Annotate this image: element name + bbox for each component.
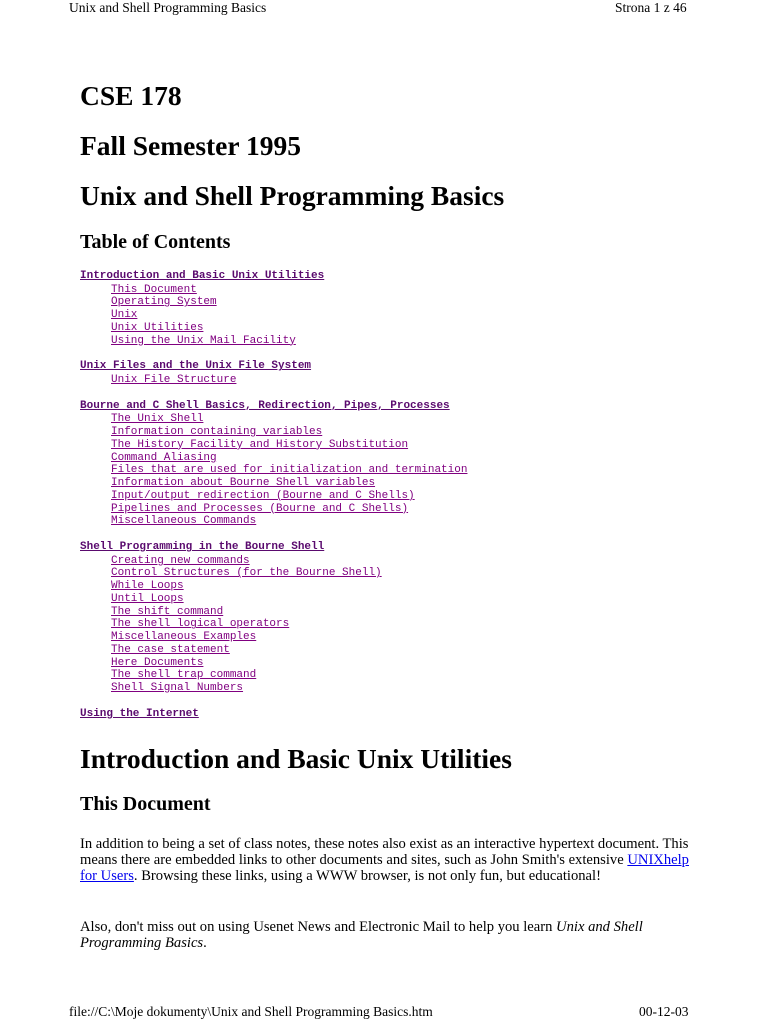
toc-section: [80, 360, 467, 386]
document-title: Unix and Shell Programming Basics: [80, 180, 505, 211]
toc-item-link[interactable]: The case statement: [111, 643, 230, 656]
header-page-number: Strona 1 z 46: [615, 0, 687, 15]
toc-item-link[interactable]: Information containing variables: [111, 426, 323, 439]
intro-paragraph-2: [80, 919, 700, 951]
course-title: CSE 178: [80, 80, 182, 111]
toc-section-link[interactable]: Using the Internet: [80, 707, 199, 720]
toc-section: [80, 708, 467, 722]
toc-item-link[interactable]: The Unix Shell: [111, 413, 204, 426]
toc-item-link[interactable]: Pipelines and Processes (Bourne and C Shells): [111, 502, 409, 515]
toc-item-link[interactable]: Miscellaneous Examples: [111, 631, 257, 644]
intro-paragraph-1: [80, 836, 700, 884]
p1-text-before: In addition to being a set of class notes, these notes also exist as an interactive hypertext document. This means there are embedded links to other documents and sites, such as John Smith's extensive: [80, 836, 689, 868]
intro-heading: Introduction and Basic Unix Utilities: [80, 743, 512, 774]
toc-item-link[interactable]: Control Structures (for the Bourne Shell): [111, 567, 382, 580]
toc-item-link[interactable]: Files that are used for initialization and termination: [111, 464, 468, 477]
toc-section-link[interactable]: Shell Programming in the Bourne Shell: [80, 541, 325, 554]
toc-item-link[interactable]: Operating System: [111, 296, 217, 309]
toc-item-link[interactable]: Unix Utilities: [111, 321, 204, 334]
p2-text-before: Also, don't miss out on using Usenet News and Electronic Mail to help you learn: [80, 919, 557, 935]
toc-item-link[interactable]: The shell trap command: [111, 669, 257, 682]
toc-section-link[interactable]: Unix Files and the Unix File System: [80, 360, 312, 373]
toc-item-link[interactable]: Information about Bourne Shell variables: [111, 477, 376, 490]
toc-item-link[interactable]: Miscellaneous Commands: [111, 515, 257, 528]
p2-italic-title: Unix and Shell Programming Basics: [80, 919, 643, 951]
toc-item-link[interactable]: Command Aliasing: [111, 451, 217, 464]
table-of-contents: [80, 270, 467, 734]
toc-heading: Table of Contents: [80, 231, 231, 253]
toc-item-link[interactable]: While Loops: [111, 580, 184, 593]
toc-item-link[interactable]: This Document: [111, 283, 197, 296]
unixhelp-link[interactable]: UNIXhelp for Users: [80, 852, 689, 884]
toc-item-link[interactable]: Input/output redirection (Bourne and C Shells): [111, 489, 415, 502]
toc-section: [80, 400, 467, 528]
footer-path: file://C:\Moje dokumenty\Unix and Shell Programming Basics.htm: [69, 1004, 433, 1019]
semester-title: Fall Semester 1995: [80, 130, 301, 161]
toc-item-link[interactable]: The shell logical operators: [111, 618, 290, 631]
toc-item-link[interactable]: Creating new commands: [111, 554, 250, 567]
toc-section: [80, 270, 467, 347]
toc-item-link[interactable]: Unix: [111, 309, 138, 322]
toc-section: [80, 541, 467, 695]
page-header: [0, 0, 768, 24]
toc-item-link[interactable]: Using the Unix Mail Facility: [111, 334, 296, 347]
toc-item-link[interactable]: Until Loops: [111, 592, 184, 605]
toc-item-link[interactable]: The History Facility and History Substitution: [111, 438, 409, 451]
toc-item-link[interactable]: Unix File Structure: [111, 373, 237, 386]
toc-section-link[interactable]: Introduction and Basic Unix Utilities: [80, 270, 325, 282]
p2-text-after: .: [203, 935, 207, 951]
this-document-heading: This Document: [80, 793, 211, 815]
toc-section-link[interactable]: Bourne and C Shell Basics, Redirection, Pipes, Processes: [80, 399, 450, 412]
toc-item-link[interactable]: Here Documents: [111, 656, 204, 669]
toc-item-link[interactable]: Shell Signal Numbers: [111, 682, 244, 695]
header-title: Unix and Shell Programming Basics: [69, 0, 267, 15]
toc-item-link[interactable]: The shift command: [111, 605, 224, 618]
p1-text-after: . Browsing these links, using a WWW browser, is not only fun, but educational!: [133, 868, 601, 884]
footer-date: 00-12-03: [639, 1004, 689, 1019]
